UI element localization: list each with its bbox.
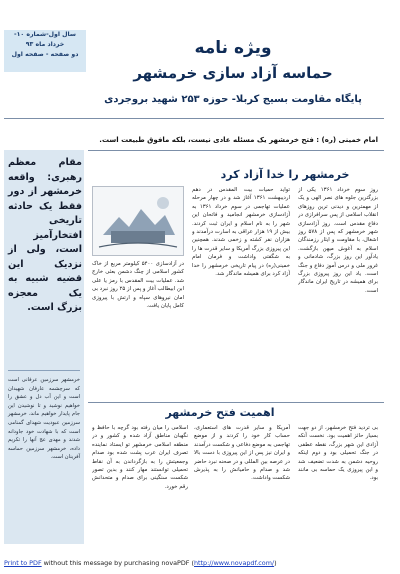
footer-text-end: ) (274, 559, 277, 567)
section-divider (88, 402, 384, 403)
header-divider (4, 118, 384, 119)
organization-name: پایگاه مقاومت بسیج کربلا- حوزه ۲۵۳ شهید بروجردی (104, 94, 362, 105)
article-photo (92, 186, 184, 256)
section1-column-right: روز سوم خرداد ۱۳۶۱ یکی از بزرگترین جلوه های نصر الهی و یک از مهمترین و دیدنی ترین روزهای انقلاب اسلامی از پس سرافرازی در دفاع مقدس است. روز آزادسازی شهر خرمشهر که پس از ۵۷۸ روز اشغال، با مقاومت و ایثار رزمندگان اسلام به آغوش میهن بازگشت. یادآور این روز بزرگ، شادمانی و غرور ملی و درس آموز دفاع و جنگ است. یاد این روز پیروزی بزرگ برای همیشه در تاریخ ایران ماندگار است. (298, 187, 378, 294)
leader-quote: مقام معظم رهبری: واقعه خرمشهر از دور فقط یک حادثه تاریخی افتخارآمیز است، ولی از نزدیک این قضیه شبیه به یک معجزه بزرگ است. (8, 157, 82, 313)
pdf-footer-watermark (4, 559, 396, 567)
section-heading-liberation: خرمشهر را خدا آزاد کرد (220, 168, 350, 181)
section2-column-left: اسلامی را میان رفته بود گرچه با حافظ و نگهبان مناطق آزاد شده و کشور و در منطقه اسلامی خرمشهر تو ایستاد نماینده تصرف ایران عرب پشت شده بود صدام وجمعیتش را به بازگرداندن به آن نقاط تحمیلی توانستند مهار کنند و بدین تصور شکست سنگینی برای صدام و متحدانش رقم خورد. (92, 425, 188, 490)
sidebar-divider (8, 370, 80, 371)
issue-pages: دو صفحه - صفحه اول (11, 51, 79, 58)
section1-column-middle: تواید حمیات بیت المقدس در دهم اردیبهشت ۱۳۶۱ آغاز شد و در چهار مرحله عملیات تهاجمی در سوم خرداد ۱۳۶۱ به آزادسازی خرمشهر انجامید و فاتحان این شهر را به نام اسلام و ایران ثبت کردند. بیش از ۱۹ هزار عراقی به اسارت درآمدند و هزاران نفر کشته و زخمی شدند. همچنین این پیروزی بزرگ آمریکا و سایر قدرت ها را به شگفتی واداشت و فرمان امام خمینی(ره) در پیام تاریخی خرمشهر را خدا آزاد کرد برای همیشه ماندگار شد. (192, 187, 290, 278)
print-to-pdf-link[interactable]: Print to PDF (4, 559, 42, 567)
sidebar-body-text: خرمشهر سرزمین عرفانی است که سرچشمه عارفان شهیدان است و این آب دل و عشق را خواهیم نوشید و تا نوشیدن این جام پایدار خواهیم ماند، خرمشهر سرزمین عبودیت شهدای گمنامی است که با شهادت خود جاودانه شدند و مهدی عج آنها را تکریم داده، خرمشهر سرزمین حماسه آفرینان است. (8, 377, 80, 461)
photo-illustration (93, 187, 183, 255)
imam-quote: امام خمینی (ره) : فتح خرمشهر یک مسئله عادی نیست، بلکه مافوق طبیعت است. (99, 136, 378, 144)
novapdf-link[interactable]: http://www.novapdf.com/ (194, 559, 275, 567)
issue-date: خرداد ماه ۹۳ (25, 41, 65, 48)
footer-text: without this message by purchasing novaPDF ( (41, 559, 194, 567)
section1-column-left: در آزادسازی ۵۴۰۰ کیلومتر مربع از خاک کشور اسلامی از چنگ دشمن بعثی خارج شد. عملیات بیت المقدس با رمز یا علی ابن ابیطالب آغاز و پس از ۲۵ روز نبرد بی امان نیروهای سپاه و ارتش با پیروزی کامل پایان یافت. (92, 261, 184, 310)
section-heading-importance: اهمیت فتح خرمشهر (165, 406, 275, 419)
page-title: ویژه نامه (194, 38, 272, 58)
quote-divider (88, 150, 384, 151)
page-subtitle: حماسه آزاد سازی خرمشهر (133, 64, 333, 82)
issue-info-box (4, 30, 86, 72)
section2-column-middle: آمریکا و سایر قدرت های استعماری، حساب کار خود را کردند و از موضع تهاجمی به موضع دفاعی و شکست درآمدند و ایران نیز پس از این پیروزی با دست بالا در عرصه بین المللی و در صحنه نبرد حاضر شد و صدام و حامیانش را به پذیرش شکست واداشت. (194, 425, 290, 482)
issue-number: سال اول-شماره ۱۰- (14, 31, 76, 38)
section2-column-right: بی تردید فتح خرمشهر، از دو جهت بسیار حائز اهمیت بود. نخست آنکه آزادی این شهر بزرگ، نقطه عطفی در جنگ تحمیلی بود و دوم اینکه روحیه دشمن به شدت تضعیف شد و این پیروزی یک حماسه بی مانند بود. (298, 425, 378, 482)
